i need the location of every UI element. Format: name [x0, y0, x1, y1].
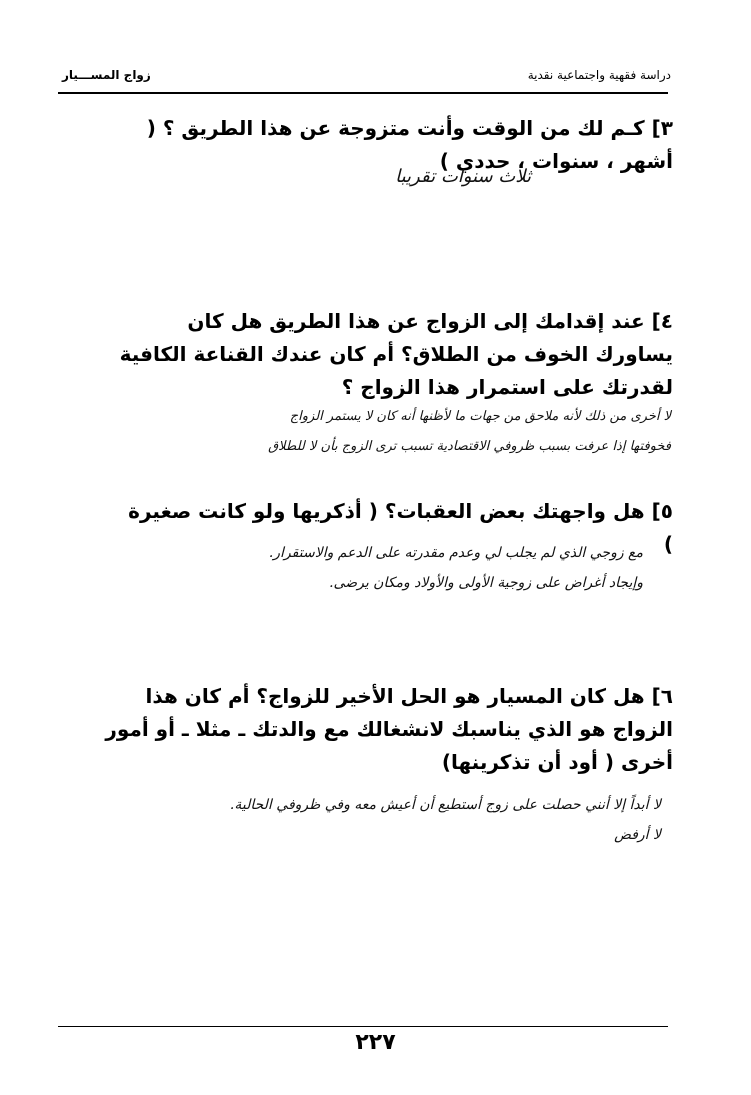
- header-rule: [58, 92, 668, 94]
- question-number: ٣]: [651, 116, 673, 140]
- question-text: هل واجهتك بعض العقبات؟ ( أذكريها ولو كانت صغيرة ): [128, 499, 673, 556]
- answer-4: [111, 402, 671, 462]
- question-number: ٦]: [651, 684, 673, 708]
- handwritten-answer-line: ثلاث سنوات تقريبا: [395, 166, 531, 187]
- handwritten-answer-line: مع زوجي الذي لم يجلب لي وعدم مقدرته على الدعم والاستقرار.: [268, 545, 643, 561]
- handwritten-answer-line: فخوفتها إذا عرفت بسبب ظروفي الاقتصادية تسبب ترى الزوج بأن لا للطلاق: [268, 439, 671, 454]
- header-chapter-title: زواج المســـيار: [62, 68, 151, 82]
- header-book-title: دراسة فقهية واجتماعية نقدية: [527, 68, 671, 82]
- question-4: [113, 305, 673, 404]
- question-text: كـم لك من الوقت وأنت متزوجة عن هذا الطريق ؟ ( أشهر ، سنوات ، حددي ): [146, 116, 673, 173]
- footer-rule: [58, 1026, 668, 1027]
- answer-5: [103, 538, 643, 598]
- question-number: ٤]: [651, 309, 673, 333]
- handwritten-answer-line: لا أبداً إلا أنني حصلت على زوج أستطيع أن أعيش معه وفي ظروفي الحالية.: [229, 797, 661, 813]
- question-text: هل كان المسيار هو الحل الأخير للزواج؟ أم كان هذا الزواج هو الذي يناسبك لانشغالك مع والدتك ـ مثلا ـ أو أمور أخرى ( أود أن تذكرينها): [105, 684, 673, 774]
- answer-6: [61, 790, 661, 850]
- handwritten-answer-line: لا أرفض: [614, 827, 661, 843]
- answer-3: [251, 162, 531, 192]
- question-text: عند إقدامك إلى الزواج عن هذا الطريق هل كان يساورك الخوف من الطلاق؟ أم كان عندك القناعة الكافية لقدرتك على استمرار هذا الزواج ؟: [119, 309, 673, 399]
- handwritten-answer-line: وإيجاد أغراض على زوجية الأولى والأولاد ومكان يرضى.: [329, 575, 643, 591]
- handwritten-answer-line: لا أخرى من ذلك لأنه ملاحق من جهات ما لأظنها أنه كان لا يستمر الزواج: [289, 409, 671, 424]
- question-number: ٥]: [651, 499, 673, 523]
- page-number: ٢٢٧: [355, 1030, 396, 1055]
- question-6: [93, 680, 673, 779]
